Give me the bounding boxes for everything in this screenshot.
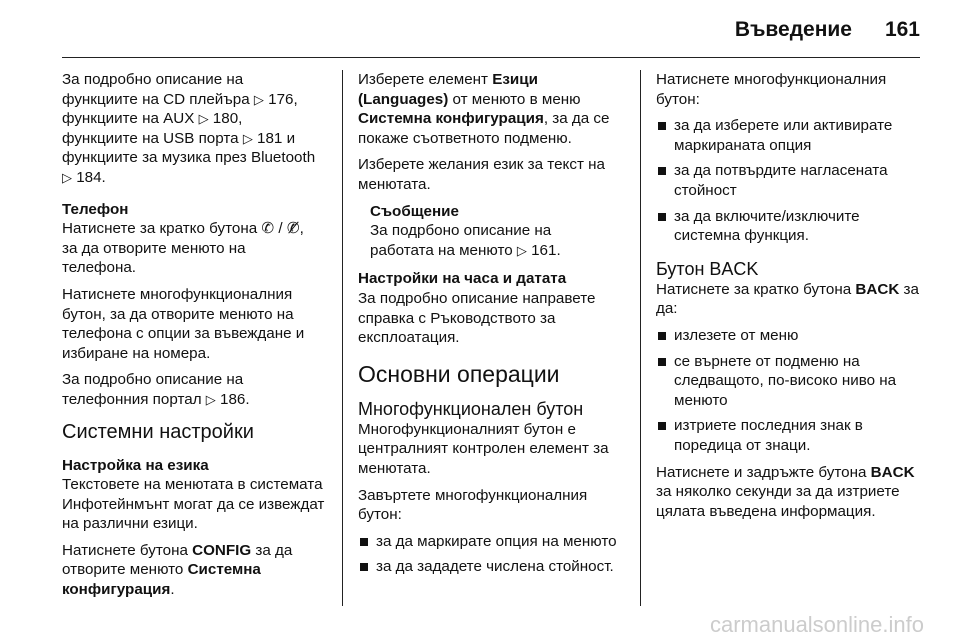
basic-operations-heading: Основни операции [358, 360, 560, 387]
page-ref-icon: ▷ [242, 130, 253, 146]
back-button-heading: Бутон BACK [656, 258, 759, 279]
list-item: излезете от меню [656, 326, 926, 346]
multifunction-paragraph-2: Завъртете многофункционалния бутон: [358, 486, 588, 524]
phone-paragraph-1: Натиснете за кратко бутона ✆ / ✆̸, за да отворите менюто на телефона. [62, 220, 304, 277]
system-settings-heading: Системни настройки [62, 420, 254, 443]
column-1 [62, 70, 330, 607]
multifunction-knob-heading: Многофункционален бутон [358, 398, 584, 419]
language-paragraph-1: Текстовете на менютата в системата Инфотейнмънт могат да се извеждат на различни езици. [62, 476, 325, 533]
list-item: за да потвърдите нагласената стойност [656, 161, 926, 200]
bullet-icon [658, 213, 666, 221]
header-rule [62, 57, 920, 58]
note-title: Съобщение [370, 202, 459, 220]
note-text: За подрбоно описание на работата на менюто ▷ 161. [370, 222, 561, 259]
section-title: Въведение [734, 18, 852, 41]
media-refs-paragraph: За подробно описание на функциите на CD плейъра ▷ 176, функциите на AUX ▷ 180, функциите на USB порта ▷ 181 и функциите за музика през Bluetooth ▷ 184. [62, 71, 316, 186]
page-header [0, 0, 960, 58]
phone-off-icon: ✆̸ [286, 220, 300, 238]
page-ref-icon: ▷ [205, 391, 216, 407]
page-ref-icon: ▷ [516, 242, 527, 258]
time-date-paragraph: За подробно описание направете справка с Ръководството за експлоатация. [358, 289, 596, 347]
languages-paragraph: Изберете елемент Езици (Languages) от менюто в меню Системна конфигурация, за да се покаже съответното подменю. [358, 71, 610, 147]
phone-heading: Телефон [62, 200, 129, 218]
page-number: 161 [884, 18, 920, 41]
list-item: за да изберете или активирате маркираната опция [656, 116, 926, 155]
press-list [656, 116, 926, 246]
phone-paragraph-3: За подробно описание на телефонния портал ▷ 186. [62, 371, 250, 408]
list-item: за да включите/изключите системна функция. [656, 207, 926, 246]
time-date-heading: Настройки на часа и датата [358, 270, 567, 288]
language-heading: Настройка на езика [62, 456, 209, 474]
back-paragraph-1: Натиснете за кратко бутона BACK за да: [656, 280, 919, 318]
back-list [656, 326, 926, 456]
rotate-list [358, 532, 626, 577]
back-paragraph-2: Натиснете и задръжте бутона BACK за няколко секунди за да изтриете цялата въведена информация. [656, 463, 915, 520]
column-divider-1 [342, 70, 343, 606]
page-ref-icon: ▷ [62, 169, 72, 185]
choose-language-paragraph: Изберете желания език за текст на менютата. [358, 156, 605, 193]
list-item: за да маркирате опция на менюто [358, 532, 626, 552]
list-item: се върнете от подменю на следващото, по-високо ниво на менюто [656, 352, 926, 411]
phone-paragraph-2: Натиснете многофункционалния бутон, за да отворите менюто на телефона с опции за въвеждане и избиране на номера. [62, 285, 305, 362]
page-ref-icon: ▷ [253, 91, 264, 107]
column-divider-2 [640, 70, 641, 606]
bullet-icon [658, 167, 666, 175]
phone-icon: ✆ [261, 220, 275, 238]
multifunction-paragraph-1: Многофункционалният бутон е централният контролен елемент за менютата. [358, 420, 609, 477]
bullet-icon [360, 563, 368, 571]
note-box [358, 202, 626, 261]
bullet-icon [658, 358, 666, 366]
bullet-icon [360, 538, 368, 546]
list-item: за да зададете числена стойност. [358, 557, 626, 577]
column-3 [656, 70, 926, 528]
bullet-icon [658, 422, 666, 430]
list-item: изтриете последния знак в поредица от знаци. [656, 416, 926, 455]
watermark: carmanualsonline.info [709, 612, 924, 637]
page-ref-icon: ▷ [198, 111, 209, 127]
column-2 [358, 70, 626, 584]
language-paragraph-2: Натиснете бутона CONFIG за да отворите менюто Системна конфигурация. [62, 541, 293, 599]
press-knob-paragraph: Натиснете многофункционалния бутон: [656, 71, 887, 108]
bullet-icon [658, 332, 666, 340]
bullet-icon [658, 122, 666, 130]
